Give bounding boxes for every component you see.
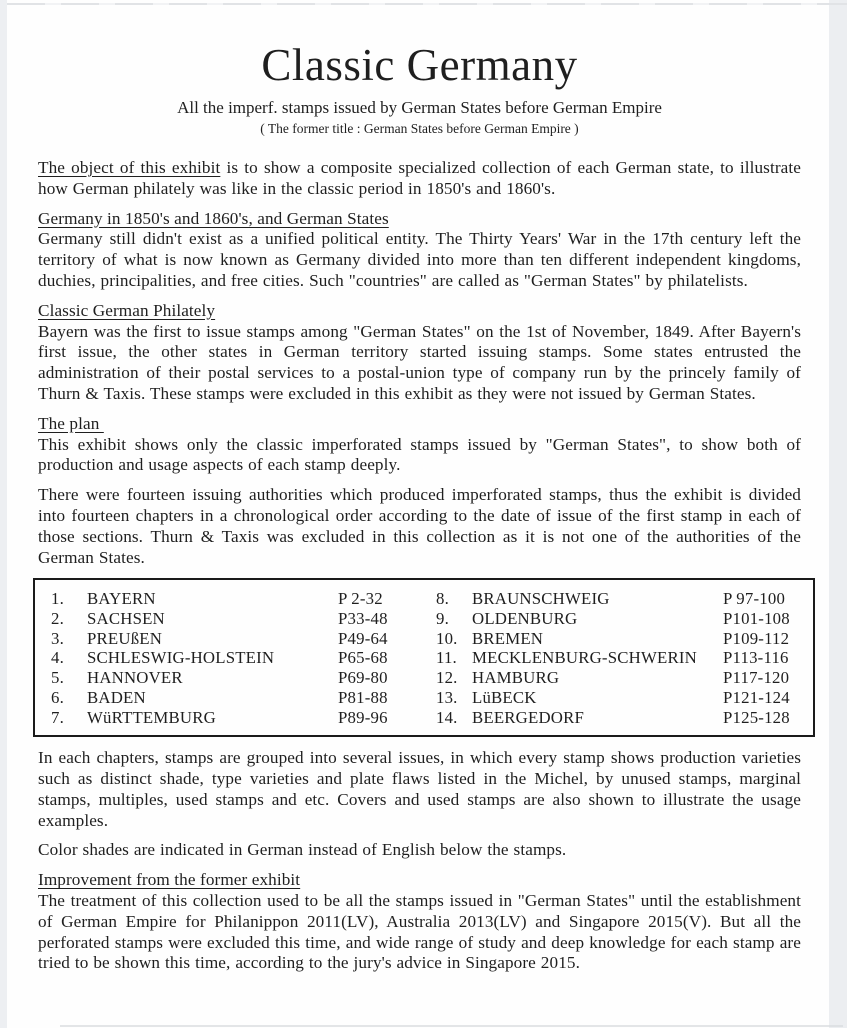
chapter-name: PREUßEN: [87, 628, 163, 648]
chapter-pages: P49-64: [338, 628, 388, 648]
document-header: [38, 40, 801, 137]
chapter-name: MECKLENBURG-SCHWERIN: [472, 648, 697, 668]
chapter-name: HANNOVER: [87, 668, 183, 688]
paragraph-improvement: The treatment of this collection used to be all the stamps issued in "German States" until the establishment of German Empire for Philanippon 2011(LV), Australia 2013(LV) and Singapore 2015(V). But all the perforated stamps were excluded this time, and wide range of study and deep knowledge for each stamp are tried to be shown this time, according to the jury's advice in Singapore 2015.: [38, 891, 801, 973]
paragraph-classic-german-philately: Bayern was the first to issue stamps among "German States" on the 1st of November, 1849. After Bayern's first issue, the other states in German territory started issuing stamps. Some states entrusted the administration of their postal services to a postal-union type of company run by the princely family of Thurn & Taxis. These stamps were excluded in this exhibit as they were not issued by German States.: [38, 321, 801, 403]
chapter-number: 10.: [436, 628, 458, 648]
chapter-name: HAMBURG: [472, 668, 560, 688]
chapter-name: SACHSEN: [87, 609, 165, 629]
plan-table-right-column: [436, 589, 801, 727]
former-title: ( The former title : German States before German Empire ): [260, 121, 579, 136]
section-heading-the-plan: The plan: [38, 413, 104, 433]
paragraph-fourteen-authorities: There were fourteen issuing authorities which produced imperforated stamps, thus the exhibit is divided into fourteen chapters in a chronological order according to the date of issue of the first stamp in each of those sections. Thurn & Taxis was excluded in this collection as it is not one of the authorities of the German States.: [38, 485, 801, 567]
scan-edge-right: [829, 0, 847, 1028]
section-heading-classic-german-philately: Classic German Philately: [38, 300, 216, 320]
paragraph-color-shades: Color shades are indicated in German instead of English below the stamps.: [38, 840, 567, 860]
chapter-number: 8.: [436, 589, 449, 609]
chapter-number: 13.: [436, 687, 458, 707]
chapter-name: BRAUNSCHWEIG: [472, 589, 610, 609]
section-heading-improvement: Improvement from the former exhibit: [38, 870, 301, 890]
chapter-number: 12.: [436, 668, 458, 688]
subtitle: All the imperf. stamps issued by German States before German Empire: [177, 98, 662, 117]
chapter-pages: P101-108: [723, 609, 790, 629]
chapter-pages: P109-112: [723, 628, 790, 648]
scan-edge-bottom: [60, 1025, 843, 1027]
document-content: [38, 0, 801, 974]
chapter-number: 11.: [436, 648, 457, 668]
chapter-number: 6.: [51, 687, 64, 707]
section-german-states: [38, 209, 801, 292]
chapter-name: LüBECK: [472, 687, 537, 707]
chapter-pages: P69-80: [338, 668, 388, 688]
chapter-name: OLDENBURG: [472, 609, 578, 629]
section-improvement: [38, 870, 801, 974]
chapter-number: 2.: [51, 609, 64, 629]
chapter-number: 1.: [51, 589, 64, 609]
paragraph-plan-scope: This exhibit shows only the classic imperforated stamps issued by "German States", to show both of production and usage aspects of each stamp deeply.: [38, 434, 801, 475]
chapter-number: 4.: [51, 648, 64, 668]
chapter-pages: P113-116: [723, 648, 789, 668]
chapter-pages: P 2-32: [338, 589, 383, 609]
chapter-number: 5.: [51, 668, 64, 688]
chapter-pages: P 97-100: [723, 589, 786, 609]
section-the-plan: [38, 414, 801, 569]
paragraph-german-states: Germany still didn't exist as a unified political entity. The Thirty Years' War in the 17th century left the territory of what is now known as Germany divided into more than ten different independent kingdoms, duchies, principalities, and free cities. Such "countries" are called as "German States" by philatelists.: [38, 229, 801, 290]
intro-rest: is to show a composite specialized collection of each German state, to illustrate how German philately was like in the classic period in 1850's and 1860's.: [38, 158, 802, 198]
chapter-name: WüRTTEMBURG: [87, 707, 216, 727]
plan-chapters-table: [33, 578, 815, 737]
chapter-name: BAYERN: [87, 589, 156, 609]
intro-paragraph: [38, 158, 801, 200]
chapter-name: BADEN: [87, 687, 146, 707]
section-classic-german-philately: [38, 301, 801, 405]
chapter-name: SCHLESWIG-HOLSTEIN: [87, 648, 275, 668]
page-title: Classic Germany: [261, 40, 578, 90]
chapter-pages: P125-128: [723, 707, 790, 727]
chapter-pages: P89-96: [338, 707, 388, 727]
scan-edge-left: [0, 0, 7, 1028]
chapter-pages: P117-120: [723, 668, 790, 688]
intro-lead-underlined: The object of this exhibit: [38, 158, 221, 177]
chapter-pages: P81-88: [338, 687, 388, 707]
chapter-pages: P33-48: [338, 609, 388, 629]
paragraph-chapter-grouping: In each chapters, stamps are grouped into several issues, in which every stamp shows production varieties such as distinct shade, type varieties and plate flaws listed in the Michel, by unused stamps, marginal stamps, multiples, used stamps and etc. Covers and used stamps are also shown to illustrate the usage examples.: [38, 748, 801, 830]
chapter-number: 7.: [51, 707, 64, 727]
section-heading-german-states: Germany in 1850's and 1860's, and German States: [38, 208, 389, 228]
chapter-pages: P121-124: [723, 687, 790, 707]
chapter-number: 3.: [51, 628, 64, 648]
chapter-number: 14.: [436, 707, 458, 727]
chapter-pages: P65-68: [338, 648, 388, 668]
chapter-name: BEERGEDORF: [472, 707, 585, 727]
chapter-number: 9.: [436, 609, 449, 629]
chapter-name: BREMEN: [472, 628, 544, 648]
plan-table-left-column: [51, 589, 416, 727]
